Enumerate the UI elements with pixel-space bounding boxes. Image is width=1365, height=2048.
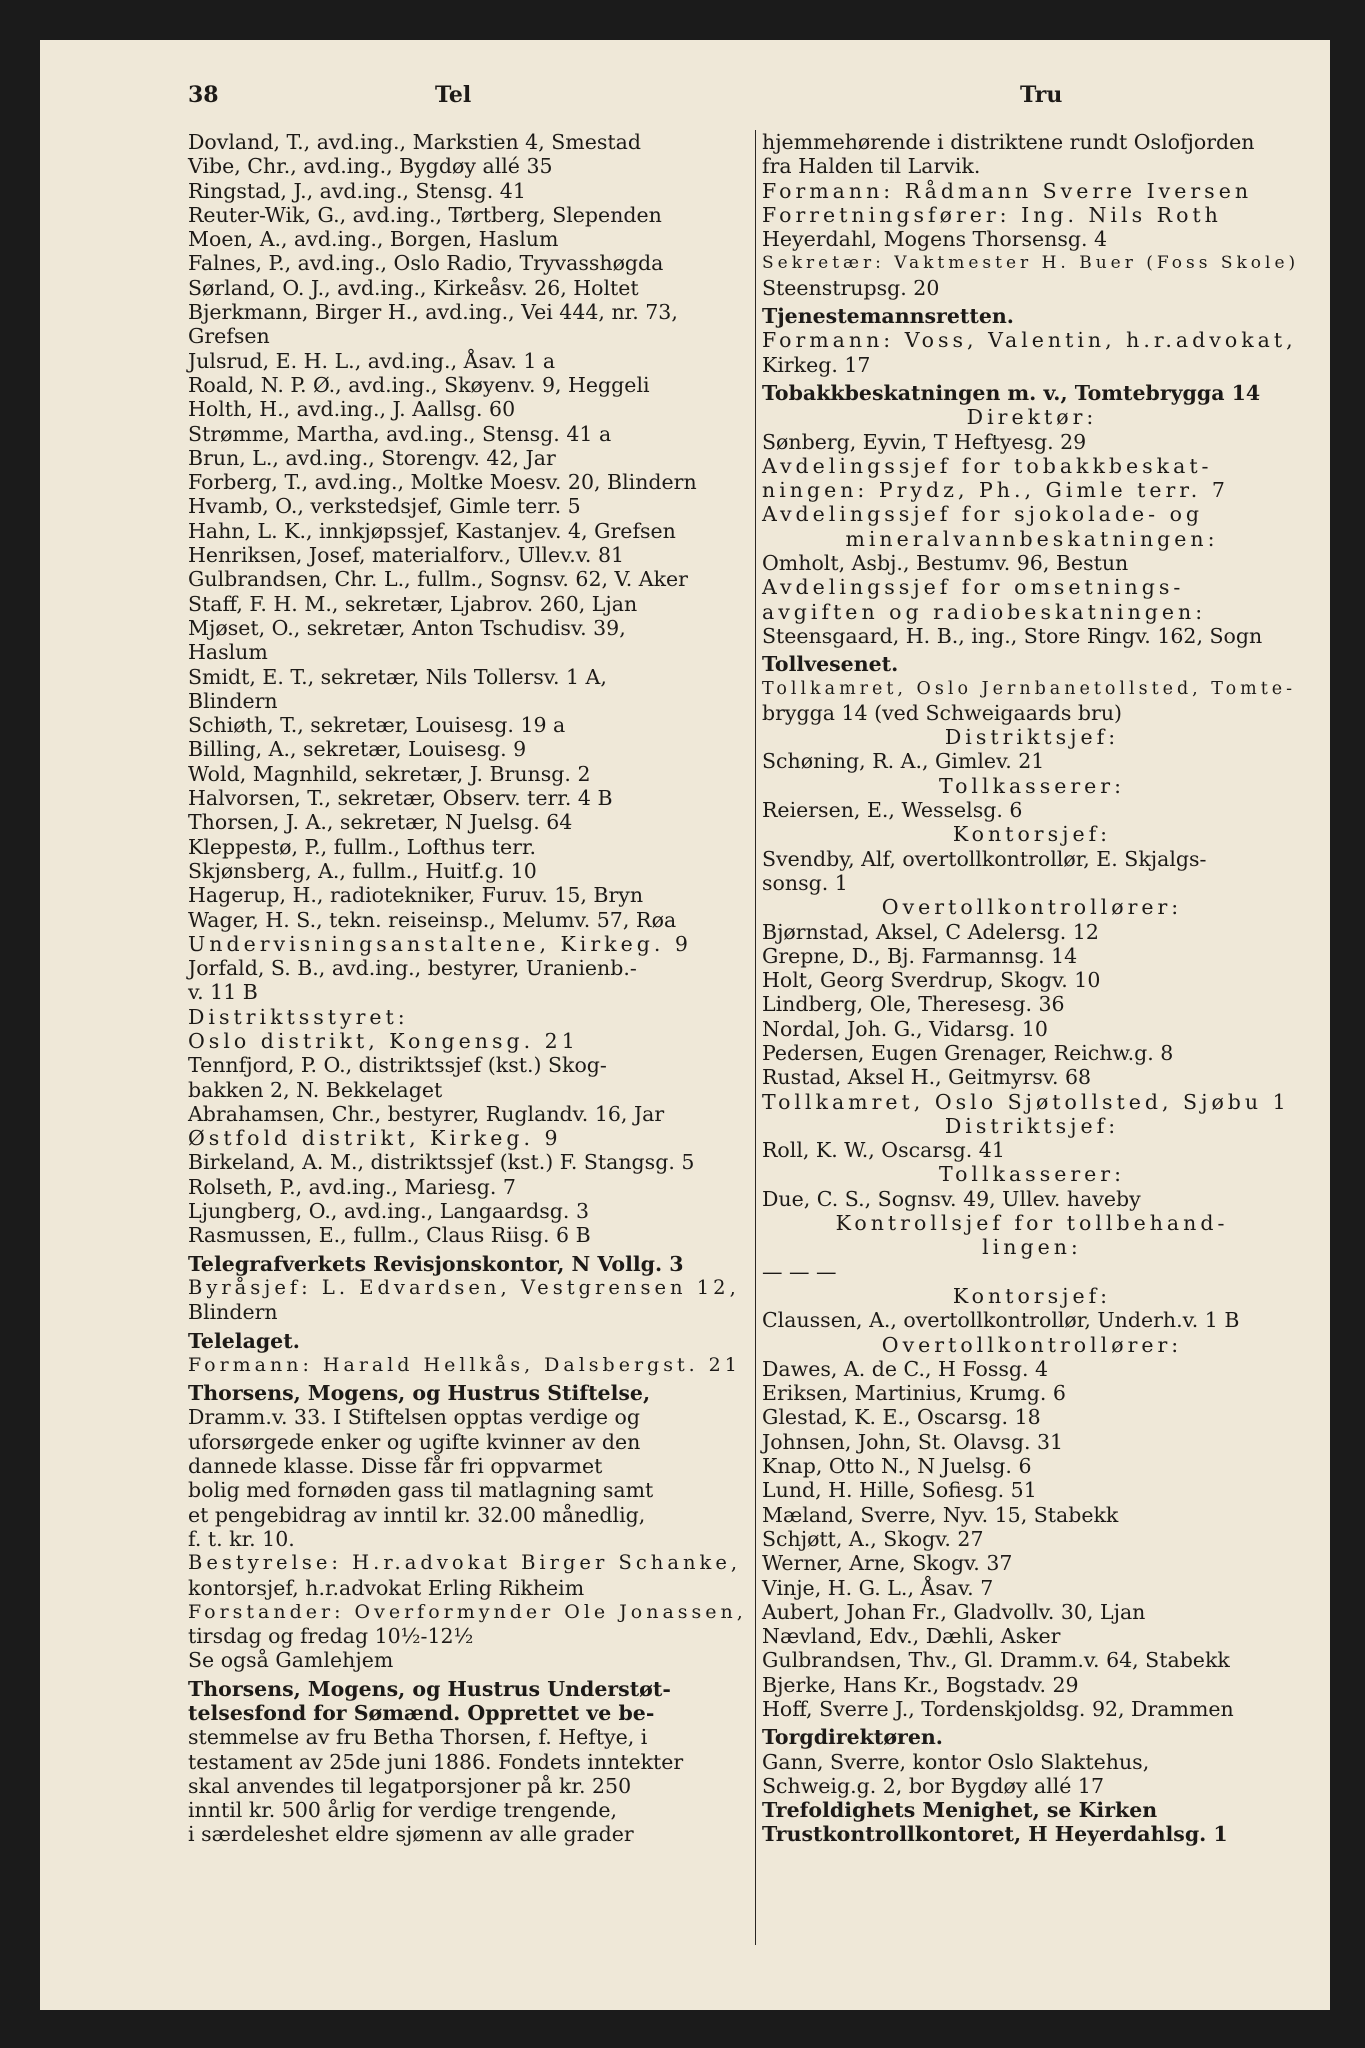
directory-line: skal anvendes til legatporsjoner på kr. 250 <box>188 1773 632 1798</box>
directory-line: Vinje, H. G. L., Åsav. 7 <box>762 1575 994 1600</box>
directory-line: Mjøset, O., sekretær, Anton Tschudisv. 39, <box>188 615 626 640</box>
directory-line: Undervisningsanstaltene, Kirkeg. 9 <box>188 931 692 956</box>
directory-line: fra Halden til Larvik. <box>762 154 981 179</box>
directory-line: Schweig.g. 2, bor Bygdøy allé 17 <box>762 1773 1105 1798</box>
directory-line: Lund, H. Hille, Sofiesg. 51 <box>762 1478 1037 1503</box>
directory-line: Glestad, K. E., Oscarsg. 18 <box>762 1405 1041 1430</box>
directory-page <box>40 40 1330 2010</box>
left-running-head: Tel <box>435 82 472 108</box>
directory-line: Overtollkontrollører: <box>881 895 1183 920</box>
directory-line: Avdelingssjef for sjokolade- og <box>762 502 1204 527</box>
directory-line: Kleppestø, P., fullm., Lofthus terr. <box>188 834 537 859</box>
directory-line: Hagerup, H., radiotekniker, Furuv. 15, Bryn <box>188 883 644 908</box>
directory-line: bakken 2, N. Bekkelaget <box>188 1077 443 1102</box>
directory-line: tirsdag og fredag 10½-12½ <box>188 1624 474 1649</box>
directory-line: Schiøth, T., sekretær, Louisesg. 19 a <box>188 713 566 738</box>
directory-line: Steenstrupsg. 20 <box>762 275 940 300</box>
directory-line: Formann: Voss, Valentin, h.r.advokat, <box>762 328 1297 353</box>
right-column <box>762 130 1302 1847</box>
directory-line: Grepne, D., Bj. Farmannsg. 14 <box>762 943 1078 968</box>
directory-line: Kontorsjef: <box>952 1283 1112 1308</box>
directory-line: i særdeleshet eldre sjømenn av alle grader <box>188 1822 634 1847</box>
directory-line: Tennfjord, P. O., distriktssjef (kst.) Skog- <box>188 1053 607 1078</box>
directory-line: Bjerke, Hans Kr., Bogstadv. 29 <box>762 1672 1079 1697</box>
directory-line: Billing, A., sekretær, Louisesg. 9 <box>188 737 527 762</box>
directory-line: Telegrafverkets Revisjonskontor, N Vollg. 3 <box>188 1251 684 1276</box>
directory-line: Formann: Rådmann Sverre Iversen <box>762 178 1253 203</box>
directory-line: Ringstad, J., avd.ing., Stensg. 41 <box>188 178 526 203</box>
directory-line: brygga 14 (ved Schweigaards bru) <box>762 700 1123 725</box>
directory-line: Tollkamret, Oslo Jernbanetollsted, Tomte- <box>762 678 1297 699</box>
left-column <box>188 130 748 1847</box>
directory-line: uforsørgede enker og ugifte kvinner av den <box>188 1429 641 1454</box>
directory-line: Jorfald, S. B., avd.ing., bestyrer, Uranienb.- <box>188 956 637 981</box>
directory-line: Gulbrandsen, Thv., Gl. Dramm.v. 64, Stabekk <box>762 1648 1230 1673</box>
directory-line: Dawes, A. de C., H Fossg. 4 <box>762 1356 1049 1381</box>
directory-line: Tollkasserer: <box>939 773 1125 798</box>
directory-line: Grefsen <box>188 324 270 349</box>
directory-line: Direktør: <box>966 405 1098 430</box>
directory-line: Sønberg, Eyvin, T Heftyesg. 29 <box>762 429 1087 454</box>
directory-line: Mæland, Sverre, Nyv. 15, Stabekk <box>762 1502 1119 1527</box>
directory-line: Schjøtt, A., Skogv. 27 <box>762 1526 984 1551</box>
column-divider <box>755 130 756 1945</box>
directory-line: Omholt, Asbj., Bestumv. 96, Bestun <box>762 551 1129 576</box>
directory-line: Sekretær: Vaktmester H. Buer (Foss Skole) <box>762 253 1300 274</box>
directory-line: Skjønsberg, A., fullm., Huitf.g. 10 <box>188 858 537 883</box>
directory-line: Torgdirektøren. <box>762 1725 943 1750</box>
directory-line: Distriktsjef: <box>944 1113 1120 1138</box>
directory-line: Julsrud, E. H. L., avd.ing., Åsav. 1 a <box>188 348 556 373</box>
directory-line: Reuter-Wik, G., avd.ing., Tørtberg, Slependen <box>188 202 662 227</box>
directory-line: dannede klasse. Disse får fri oppvarmet <box>188 1454 603 1479</box>
directory-line: Bjerkmann, Birger H., avd.ing., Vei 444, nr. 73, <box>188 300 678 325</box>
directory-line: Blindern <box>188 688 278 713</box>
directory-line: Johnsen, John, St. Olavsg. 31 <box>762 1429 1064 1454</box>
directory-line: Thorsen, J. A., sekretær, N Juelsg. 64 <box>188 810 573 835</box>
directory-line: Blindern <box>188 1300 278 1325</box>
directory-line: Telelaget. <box>188 1328 300 1353</box>
directory-line: Ljungberg, O., avd.ing., Langaardsg. 3 <box>188 1199 589 1224</box>
directory-line: Lindberg, Ole, Theresesg. 36 <box>762 992 1065 1017</box>
directory-line: Forberg, T., avd.ing., Moltke Moesv. 20, Blindern <box>188 470 697 495</box>
directory-line: Overtollkontrollører: <box>881 1332 1183 1357</box>
directory-line: Gulbrandsen, Chr. L., fullm., Sognsv. 62, V. Aker <box>188 567 688 592</box>
directory-line: Nordal, Joh. G., Vidarsg. 10 <box>762 1016 1048 1041</box>
directory-line: telsesfond for Sømænd. Opprettet ve be- <box>188 1701 655 1725</box>
directory-line: Werner, Arne, Skogv. 37 <box>762 1551 1013 1576</box>
directory-line: Dramm.v. 33. I Stiftelsen opptas verdige og <box>188 1405 641 1430</box>
directory-line: Roll, K. W., Oscarsg. 41 <box>762 1138 1005 1163</box>
directory-line: hjemmehørende i distriktene rundt Oslofjorden <box>762 130 1255 154</box>
directory-line: ningen: Prydz, Ph., Gimle terr. 7 <box>762 478 1229 503</box>
directory-line: bolig med fornøden gass til matlagning samt <box>188 1478 654 1503</box>
directory-line: Eriksen, Martinius, Krumg. 6 <box>762 1381 1066 1406</box>
directory-line: Abrahamsen, Chr., bestyrer, Ruglandv. 16, Jar <box>188 1101 665 1126</box>
directory-line: — — — <box>762 1259 837 1284</box>
directory-line: Kontorsjef: <box>952 822 1112 847</box>
directory-line: Claussen, A., overtollkontrollør, Underh.v. 1 B <box>762 1308 1240 1333</box>
directory-line: Hvamb, O., verkstedsjef, Gimle terr. 5 <box>188 494 581 519</box>
directory-line: Holt, Georg Sverdrup, Skogv. 10 <box>762 968 1101 993</box>
directory-line: Strømme, Martha, avd.ing., Stensg. 41 a <box>188 421 612 446</box>
directory-line: Roald, N. P. Ø., avd.ing., Skøyenv. 9, Heggeli <box>188 372 650 397</box>
directory-line: Forretningsfører: Ing. Nils Roth <box>762 202 1222 227</box>
directory-line: Svendby, Alf, overtollkontrollør, E. Skjalgs- <box>762 846 1207 871</box>
directory-line: Haslum <box>188 640 268 665</box>
directory-line: Rolseth, P., avd.ing., Mariesg. 7 <box>188 1174 516 1199</box>
directory-line: Dovland, T., avd.ing., Markstien 4, Smestad <box>188 130 641 154</box>
directory-line: Due, C. S., Sognsv. 49, Ullev. haveby <box>762 1186 1141 1211</box>
directory-line: Se også Gamlehjem <box>188 1648 394 1673</box>
directory-line: Halvorsen, T., sekretær, Observ. terr. 4 B <box>188 786 613 811</box>
directory-line: Thorsens, Mogens, og Hustrus Stiftelse, <box>188 1381 651 1406</box>
directory-line: Bestyrelse: H.r.advokat Birger Schanke, <box>188 1551 742 1575</box>
directory-line: sonsg. 1 <box>762 870 848 895</box>
directory-line: testament av 25de juni 1886. Fondets inntekter <box>188 1749 684 1774</box>
directory-line: Tobakkbeskatningen m. v., Tomtebrygga 14 <box>762 380 1261 405</box>
directory-line: Nævland, Edv., Dæhli, Asker <box>762 1624 1061 1649</box>
directory-line: v. 11 B <box>188 980 258 1005</box>
directory-line: Oslo distrikt, Kongensg. 21 <box>188 1028 579 1053</box>
directory-line: Smidt, E. T., sekretær, Nils Tollersv. 1 A, <box>188 664 607 689</box>
directory-line: Distriktsstyret: <box>188 1004 409 1029</box>
directory-line: Trustkontrollkontoret, H Heyerdahlsg. 1 <box>762 1822 1228 1847</box>
directory-line: Aubert, Johan Fr., Gladvollv. 30, Ljan <box>762 1599 1146 1624</box>
directory-line: et pengebidrag av inntil kr. 32.00 månedlig, <box>188 1502 646 1527</box>
directory-line: Kirkeg. 17 <box>762 352 871 377</box>
directory-line: Byråsjef: L. Edvardsen, Vestgrensen 12, <box>188 1275 740 1299</box>
directory-line: Avdelingssjef for tobakkbeskat- <box>762 453 1213 478</box>
directory-line: mineralvannbeskatningen: <box>845 526 1219 551</box>
directory-line: Hahn, L. K., innkjøpssjef, Kastanjev. 4, Grefsen <box>188 518 676 543</box>
directory-line: Heyerdahl, Mogens Thorsensg. 4 <box>762 227 1108 252</box>
directory-line: Moen, A., avd.ing., Borgen, Haslum <box>188 227 559 252</box>
directory-line: inntil kr. 500 årlig for verdige trengende, <box>188 1798 618 1823</box>
directory-line: Thorsens, Mogens, og Hustrus Understøt- <box>188 1676 671 1701</box>
directory-line: Sørland, O. J., avd.ing., Kirkeåsv. 26, Holtet <box>188 275 639 300</box>
directory-line: Vibe, Chr., avd.ing., Bygdøy allé 35 <box>188 154 553 179</box>
directory-line: Gann, Sverre, kontor Oslo Slaktehus, <box>762 1749 1150 1774</box>
directory-line: kontorsjef, h.r.advokat Erling Rikheim <box>188 1575 585 1600</box>
directory-line: Schøning, R. A., Gimlev. 21 <box>762 749 1045 774</box>
directory-line: Birkeland, A. M., distriktssjef (kst.) F. Stangsg. 5 <box>188 1150 695 1175</box>
directory-line: Forstander: Overformynder Ole Jonassen, <box>188 1600 747 1623</box>
directory-line: Pedersen, Eugen Grenager, Reichw.g. 8 <box>762 1040 1174 1065</box>
directory-line: Falnes, P., avd.ing., Oslo Radio, Tryvasshøgda <box>188 251 664 276</box>
directory-line: Knap, Otto N., N Juelsg. 6 <box>762 1454 1032 1479</box>
directory-line: Østfold distrikt, Kirkeg. 9 <box>188 1126 562 1151</box>
directory-line: lingen: <box>982 1235 1082 1260</box>
directory-line: Wold, Magnhild, sekretær, J. Brunsg. 2 <box>188 761 591 786</box>
directory-line: Avdelingssjef for omsetnings- <box>762 575 1185 600</box>
directory-line: Distriktsjef: <box>944 725 1120 750</box>
directory-line: Rustad, Aksel H., Geitmyrsv. 68 <box>762 1065 1092 1090</box>
directory-line: Rasmussen, E., fullm., Claus Riisg. 6 B <box>188 1223 591 1248</box>
directory-line: avgiften og radiobeskatningen: <box>762 599 1207 624</box>
page-header <box>40 82 1330 122</box>
page-number: 38 <box>188 82 219 108</box>
right-running-head: Tru <box>1020 82 1063 108</box>
directory-line: Trefoldighets Menighet, se Kirken <box>762 1798 1158 1823</box>
directory-line: Reiersen, E., Wesselsg. 6 <box>762 798 1023 823</box>
directory-line: Holth, H., avd.ing., J. Aallsg. 60 <box>188 397 516 422</box>
directory-line: Brun, L., avd.ing., Storengv. 42, Jar <box>188 445 556 470</box>
directory-line: Henriksen, Josef, materialforv., Ullev.v. 81 <box>188 543 625 568</box>
directory-line: Tollkamret, Oslo Sjøtollsted, Sjøbu 1 <box>762 1089 1290 1114</box>
directory-line: Tjenestemannsretten. <box>762 304 1014 329</box>
directory-line: Staff, F. H. M., sekretær, Ljabrov. 260, Ljan <box>188 591 638 616</box>
directory-line: Kontrollsjef for tollbehand- <box>835 1211 1229 1236</box>
directory-line: Tollvesenet. <box>762 652 899 677</box>
directory-line: Bjørnstad, Aksel, C Adelersg. 12 <box>762 919 1099 944</box>
directory-line: Steensgaard, H. B., ing., Store Ringv. 162, Sogn <box>762 623 1263 648</box>
directory-line: stemmelse av fru Betha Thorsen, f. Heftye, i <box>188 1725 648 1750</box>
directory-line: Formann: Harald Hellkås, Dalsbergst. 21 <box>188 1353 741 1376</box>
directory-line: f. t. kr. 10. <box>188 1526 295 1551</box>
directory-line: Hoff, Sverre J., Tordenskjoldsg. 92, Drammen <box>762 1697 1234 1721</box>
directory-line: Wager, H. S., tekn. reiseinsp., Melumv. 57, Røa <box>188 907 677 932</box>
directory-line: Tollkasserer: <box>939 1162 1125 1187</box>
